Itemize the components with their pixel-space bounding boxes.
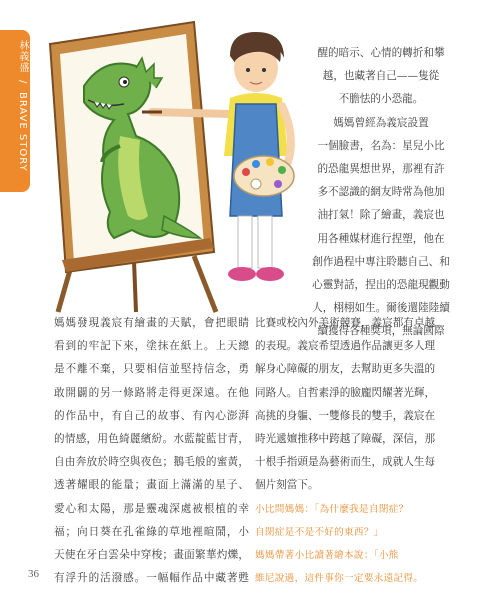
text-line: 解身心障礙的朋友，去幫助更多失溫的 xyxy=(255,363,436,376)
text-line: 媽媽曾經為義宸設置 xyxy=(333,116,429,129)
text-line: 醒的暗示、心情的轉折和攀 xyxy=(317,47,445,59)
text-line: 續獲得各種獎項，無論國際 xyxy=(317,325,445,338)
text-line: 的情感，用色綺麗繽紛。水藍靛藍甘青， xyxy=(54,433,249,446)
story-series: BRAVE STORY xyxy=(17,91,28,172)
quote-line: 小比問媽媽：「為什麼我是自閉症？ xyxy=(255,503,409,515)
quote-line: 媽媽帶著小比讀著繪本說：「小熊 xyxy=(255,550,399,562)
text-line: 十根手指頭是為藝術而生，成就人生每 xyxy=(255,456,436,469)
text-line: 透著耀眼的能量；畫面上滿滿的星子、 xyxy=(54,479,249,492)
text-line: 越，也藏著自己——隻從 xyxy=(322,70,440,83)
text-line: 自由奔放於時空與夜色；鵝毛般的蜜黃， xyxy=(54,456,249,469)
text-line: 個片刻當下。 xyxy=(255,479,319,492)
text-line: 人，栩栩如生。爾後還陸陸續 xyxy=(312,302,450,315)
text-line: 用各種媒材進行捏塑，他在 xyxy=(317,232,445,245)
right-bottom-paragraph xyxy=(255,312,455,590)
text-line: 多不認識的網友時常為他加 xyxy=(317,186,445,199)
text-line: 有浮升的活潑感。一幅幅作品中藏著甦 xyxy=(54,572,249,585)
text-line: 不膽怯的小恐龍。 xyxy=(338,93,424,106)
text-line: 比賽或校內外美術競賽，義宸都有卓越 xyxy=(255,317,436,329)
text-line: 一個臉書，名為：星兒小比 xyxy=(317,139,445,152)
author-name: 林義盛 xyxy=(17,40,28,73)
text-line: 油打氣！除了繪畫，義宸也 xyxy=(317,209,445,222)
text-line: 創作過程中專注聆聽自己、和 xyxy=(312,255,450,268)
text-line: 敢開闢的另一條路將走得更深遠。在他 xyxy=(54,386,249,399)
side-separator: / xyxy=(17,80,28,85)
text-line: 高挑的身軀、一雙修長的雙手，義宸在 xyxy=(255,409,436,422)
text-line: 是不離不棄，只要相信並堅持信念，勇 xyxy=(54,363,249,376)
page-number: 36 xyxy=(28,568,39,580)
text-line: 愛心和太陽，那是靈魂深處被根植的幸 xyxy=(54,502,249,515)
painting-illustration xyxy=(44,16,300,316)
text-line: 天使在牙白雲朵中穿梭；畫面繁華灼爍， xyxy=(54,549,249,562)
text-line: 心靈對話，捏出的恐龍現觀動 xyxy=(312,279,450,292)
text-line: 時光遞嬗推移中跨越了障礙，深信，那 xyxy=(255,433,436,446)
text-line: 的表現。義宸希望透過作品讓更多人理 xyxy=(255,340,436,353)
text-line: 的作品中，有自己的故事、有內心澎湃 xyxy=(54,409,249,422)
left-bottom-paragraph xyxy=(54,312,249,590)
text-line: 福；向日葵在孔雀綠的草地裡暄鬧，小 xyxy=(54,525,249,538)
text-line: 看到的牢記下來，塗抹在紙上。上天總 xyxy=(54,340,249,353)
chapter-side-tab xyxy=(0,30,30,192)
text-line: 的恐龍異想世界，那裡有許 xyxy=(317,163,445,176)
text-line: 媽媽發現義宸有繪畫的天賦，會把眼睛 xyxy=(54,317,249,329)
palette-icon xyxy=(234,156,294,196)
text-line: 同路人。自哲素淨的臉龐閃耀著光輝， xyxy=(255,386,436,399)
quote-line: 自閉症是不是不好的東西？」 xyxy=(255,526,384,538)
quote-line: 維尼說過，這件事你一定要永遠記得。 xyxy=(255,573,424,585)
right-top-paragraph xyxy=(303,42,459,344)
chapter-side-label xyxy=(15,40,30,171)
